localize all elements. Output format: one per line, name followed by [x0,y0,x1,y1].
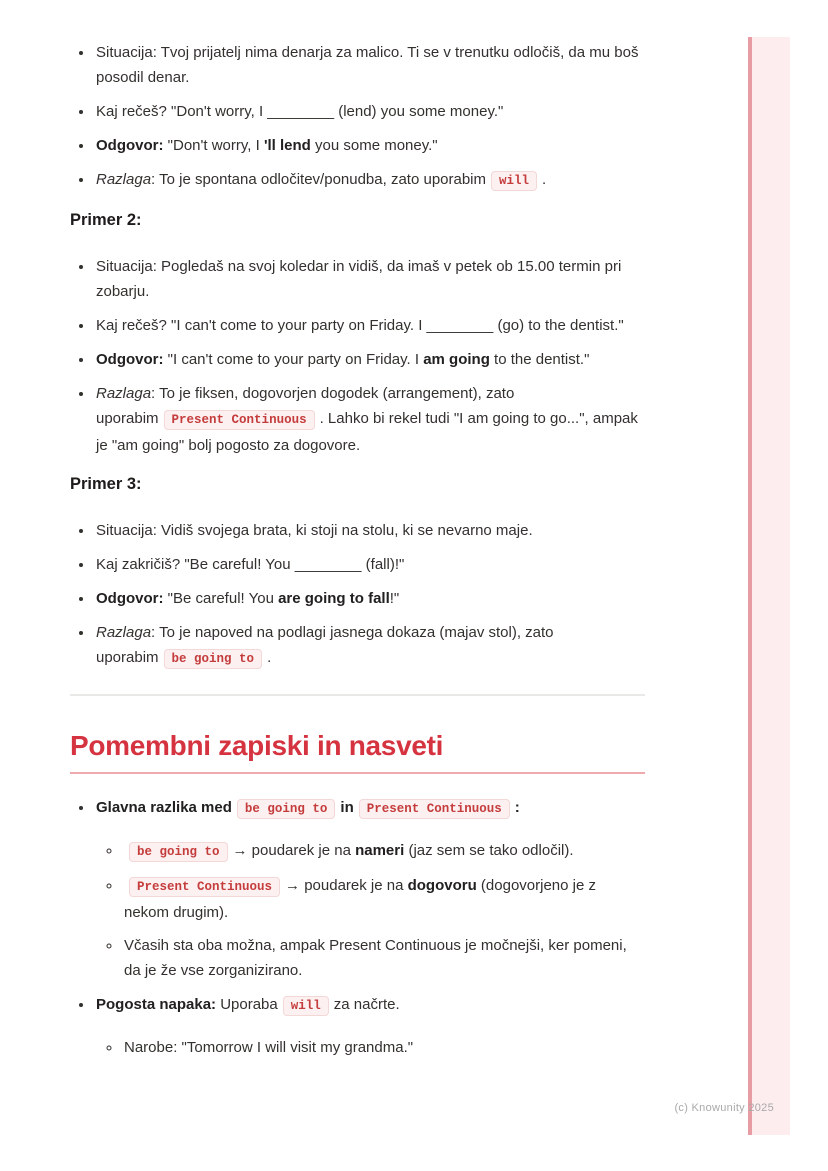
content-column [70,40,645,1060]
list-item: • Odgovor: "Don't worry, I 'll lend you some money." [94,133,645,158]
code-chip: Present Continuous [359,799,510,819]
list-item [94,795,645,983]
list-item: • Kaj zakričiš? "Be careful! You ________ (fall)!" [94,552,645,577]
code-chip: be going to [237,799,336,819]
list-item [94,992,645,1060]
list-item: ◦ Narobe: "Tomorrow I will visit my grandma." [122,1035,645,1060]
notes-heading: Pomembni zapiski in nasveti [70,729,645,774]
list-item: • Situacija: Pogledaš na svoj koledar in vidiš, da imaš v petek ob 15.00 termin pri zobarju. [94,254,645,304]
list-item: • Odgovor: "Be careful! You are going to fall!" [94,586,645,611]
list-item-text: Pogosta napaka: Uporaba will za načrte. [96,996,400,1013]
primer-3-list [70,518,645,672]
primer-2-heading: Primer 2: [70,211,142,229]
list-item: • Razlaga: To je napoved na podlagi jasnega dokaza (majav stol), zato uporabim be going to . [94,620,645,672]
list-item: • Razlaga: To je fiksen, dogovorjen dogodek (arrangement), zato uporabim Present Continuous . Lahko bi rekel tudi "I am going to go...", ampak je "am going" bolj pogosto za dogovore. [94,381,645,458]
list-item: • Kaj rečeš? "I can't come to your party on Friday. I ________ (go) to the dentist." [94,313,645,338]
code-chip: Present Continuous [129,877,280,897]
list-item: • Odgovor: "I can't come to your party on Friday. I am going to the dentist." [94,347,645,372]
code-chip: will [283,996,329,1016]
example-1-list [70,40,645,194]
list-item: ◦ be going to → poudarek je na nameri (jaz sem se tako odločil). [122,838,645,865]
list-item: ◦ Včasih sta oba možna, ampak Present Continuous je močnejši, ker pomeni, da je že vse zorganizirano. [122,933,645,983]
list-item: • Situacija: Vidiš svojega brata, ki stoji na stolu, ki se nevarno maje. [94,518,645,543]
pink-sidebar-band [748,37,790,1135]
list-item: • Kaj rečeš? "Don't worry, I ________ (lend) you some money." [94,99,645,124]
primer-2-list [70,254,645,458]
code-chip: be going to [164,649,263,669]
code-chip: Present Continuous [164,410,315,430]
code-chip: will [491,171,537,191]
list-item: • Situacija: Tvoj prijatelj nima denarja za malico. Ti se v trenutku odločiš, da mu boš posodil denar. [94,40,645,90]
list-item: • Razlaga: To je spontana odločitev/ponudba, zato uporabim will . [94,167,645,194]
primer-3-heading: Primer 3: [70,475,142,493]
notes-sublist-2 [96,1035,645,1060]
watermark: (c) Knowunity 2025 [674,1102,774,1114]
list-item-text: Glavna razlika med be going to in Present Continuous : [96,799,520,816]
notes-list [70,795,645,1060]
code-chip: be going to [129,842,228,862]
section-divider [70,694,645,696]
list-item: ◦ Present Continuous → poudarek je na dogovoru (dogovorjeno je z nekom drugim). [122,873,645,925]
notes-sublist-1 [96,838,645,983]
